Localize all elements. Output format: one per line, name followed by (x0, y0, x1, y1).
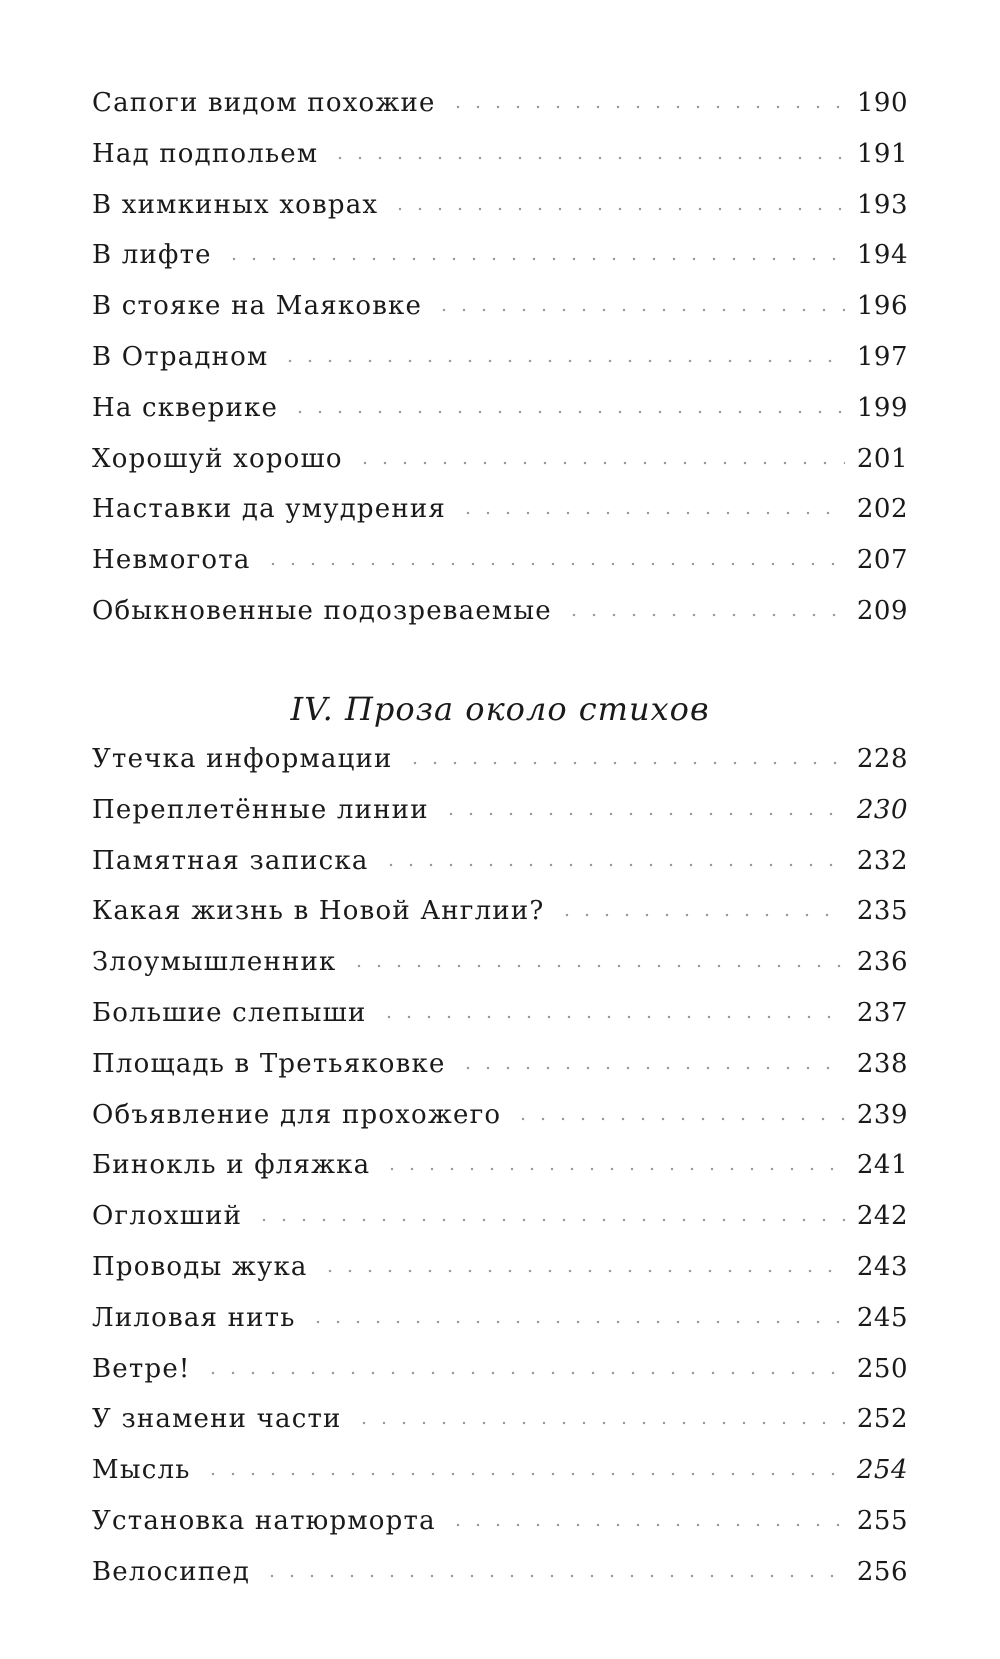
toc-entry (92, 1203, 908, 1254)
toc-entry (92, 443, 908, 497)
toc-entry-title: Над подпольем (92, 138, 319, 169)
toc-entry (92, 1251, 908, 1305)
dot-leader (382, 1167, 845, 1171)
toc-entry-page-number: 238 (856, 1048, 908, 1079)
toc-entry-title: У знамени части (92, 1404, 342, 1435)
dot-leader (564, 613, 845, 617)
toc-entry-title: Хорошуй хорошо (92, 443, 343, 474)
dot-leader (280, 359, 844, 363)
toc-entry-page-number: 193 (856, 189, 908, 220)
toc-entry-title: Памятная записка (92, 845, 369, 876)
dot-leader (441, 812, 845, 816)
section-heading: IV. Проза около стихов (290, 690, 710, 728)
toc-entry-title: Наставки да умудрения (92, 494, 446, 525)
toc-entry (92, 845, 908, 899)
dot-leader (354, 1421, 845, 1425)
toc-entry-title: Мысль (92, 1455, 191, 1486)
dot-leader (203, 1371, 845, 1375)
dot-leader (254, 1218, 845, 1222)
toc-entry (92, 392, 908, 446)
toc-entry (92, 1099, 908, 1153)
dot-leader (557, 913, 845, 917)
toc-entry (92, 242, 908, 293)
toc-entry-title: Оглохший (92, 1201, 243, 1232)
toc-entry-title: В химкиных ховрах (92, 189, 379, 220)
dot-leader (381, 863, 845, 867)
toc-entry (92, 547, 908, 598)
toc-entry-page-number: 236 (856, 947, 908, 978)
toc-entry (92, 1505, 908, 1559)
toc-entry-title: В Отрадном (92, 341, 269, 372)
toc-entry-page-number: 254 (856, 1455, 908, 1486)
dot-leader (224, 257, 845, 261)
toc-entry-page-number: 197 (856, 341, 908, 372)
dot-leader (355, 461, 845, 465)
toc-entry (92, 293, 908, 344)
toc-entry-title: Бинокль и фляжка (92, 1150, 371, 1181)
toc-entry-title: Переплетённые линии (92, 794, 429, 825)
toc-entry-title: Обыкновенные подозреваемые (92, 595, 552, 626)
toc-entry (92, 341, 908, 395)
toc-entry-page-number: 237 (856, 997, 908, 1028)
toc-list-part-4 (92, 746, 908, 1610)
toc-entry (92, 1152, 908, 1203)
toc-entry-page-number: 239 (856, 1099, 908, 1130)
toc-entry (92, 794, 908, 848)
toc-entry-title: Какая жизнь в Новой Англии? (92, 896, 545, 927)
toc-entry-title: Проводы жука (92, 1251, 308, 1282)
toc-entry (92, 1353, 908, 1407)
dot-leader (405, 761, 845, 765)
toc-entry-page-number: 228 (856, 744, 908, 774)
dot-leader (390, 207, 845, 211)
toc-entry-page-number: 256 (856, 1556, 908, 1587)
toc-entry-title: В лифте (92, 240, 212, 271)
toc-entry (92, 997, 908, 1051)
dot-leader (290, 410, 845, 414)
toc-entry-page-number: 207 (856, 545, 908, 576)
toc-entry (92, 746, 908, 797)
toc-entry-page-number: 243 (856, 1251, 908, 1282)
toc-entry (92, 595, 908, 649)
toc-entry (92, 1406, 908, 1457)
dot-leader (330, 156, 845, 160)
toc-entry-title: Объявление для прохожего (92, 1099, 502, 1130)
toc-entry (92, 1556, 908, 1610)
dot-leader (458, 511, 845, 515)
toc-entry-title: Невмогота (92, 545, 251, 576)
toc-entry-title: Ветре! (92, 1353, 191, 1384)
dot-leader (349, 964, 845, 968)
toc-list-part-3 (92, 90, 908, 649)
toc-entry-title: На скверике (92, 392, 279, 423)
toc-entry-page-number: 199 (856, 392, 908, 423)
toc-entry-page-number: 209 (856, 595, 908, 626)
toc-entry-page-number: 255 (856, 1505, 908, 1536)
toc-entry-title: Большие слепыши (92, 997, 367, 1028)
toc-entry (92, 496, 908, 547)
toc-entry-page-number: 191 (856, 138, 908, 169)
toc-entry (92, 189, 908, 243)
dot-leader (434, 308, 845, 312)
dot-leader (263, 562, 845, 566)
toc-entry-title: Лиловая нить (92, 1302, 296, 1333)
toc-entry (92, 90, 908, 141)
toc-entry-page-number: 245 (856, 1302, 908, 1333)
dot-leader (262, 1574, 845, 1578)
toc-entry-title: Сапоги видом похожие (92, 88, 436, 118)
toc-entry-page-number: 250 (856, 1353, 908, 1384)
dot-leader (448, 1523, 845, 1527)
toc-entry (92, 138, 908, 192)
toc-entry (92, 898, 908, 949)
toc-entry-page-number: 241 (856, 1150, 908, 1181)
toc-entry-page-number: 235 (856, 896, 908, 927)
toc-entry-page-number: 230 (856, 794, 908, 825)
toc-entry-title: В стояке на Маяковке (92, 291, 423, 322)
toc-entry-title: Злоумышленник (92, 947, 337, 978)
dot-leader (513, 1117, 845, 1121)
toc-entry-page-number: 194 (856, 240, 908, 271)
toc-entry-page-number: 190 (856, 88, 908, 118)
dot-leader (379, 1015, 845, 1019)
toc-entry (92, 1048, 908, 1102)
dot-leader (308, 1320, 845, 1324)
toc-entry (92, 1457, 908, 1508)
toc-entry-page-number: 252 (856, 1404, 908, 1435)
toc-entry-title: Утечка информации (92, 744, 393, 774)
toc-entry-page-number: 242 (856, 1201, 908, 1232)
toc-entry-page-number: 201 (856, 443, 908, 474)
toc-entry-title: Велосипед (92, 1556, 251, 1587)
toc-entry-title: Установка натюрморта (92, 1505, 436, 1536)
dot-leader (448, 105, 845, 109)
toc-entry-page-number: 196 (856, 291, 908, 322)
dot-leader (458, 1066, 845, 1070)
toc-entry-page-number: 232 (856, 845, 908, 876)
toc-entry (92, 1302, 908, 1356)
toc-entry-page-number: 202 (856, 494, 908, 525)
toc-entry-title: Площадь в Третьяковке (92, 1048, 446, 1079)
dot-leader (320, 1269, 845, 1273)
dot-leader (203, 1472, 845, 1476)
toc-entry (92, 949, 908, 1000)
